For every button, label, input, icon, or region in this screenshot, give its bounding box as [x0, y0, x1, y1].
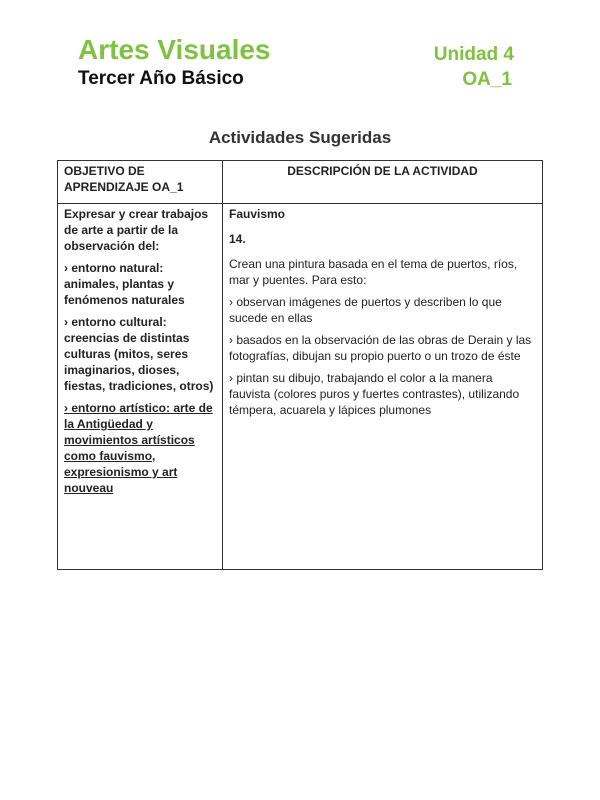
table-header-row [58, 161, 543, 204]
oa-label: OA_1 [462, 69, 512, 90]
subject-title: Artes Visuales [78, 34, 271, 65]
activity-cell [223, 204, 543, 570]
objective-item-natural: › entorno natural: animales, plantas y fenómenos naturales [64, 261, 185, 307]
objective-item-cultural: › entorno cultural: creencias de distintas culturas (mitos, seres imaginarios, dioses, fiestas, tradiciones, otros) [64, 315, 214, 393]
activity-paragraph: Crean una pintura basada en el tema de puertos, ríos, mar y puentes. Para esto: [229, 257, 518, 287]
activity-paragraph: › observan imágenes de puertos y describen lo que sucede en ellas [229, 295, 502, 325]
unit-label: Unidad 4 [433, 44, 514, 65]
table-row [58, 204, 543, 570]
activity-theme: Fauvismo [229, 207, 286, 221]
objective-intro: Expresar y crear trabajos de arte a partir de la observación del: [64, 207, 209, 253]
objective-item-artistic: › entorno artístico: arte de la Antigüedad y movimientos artísticos como fauvismo, expresionismo y art nouveau [64, 401, 213, 495]
objective-column-header: OBJETIVO DE APRENDIZAJE OA_1 [58, 161, 223, 204]
objective-cell [58, 204, 223, 570]
activity-number: 14. [229, 232, 246, 246]
activity-paragraph: › pintan su dibujo, trabajando el color a la manera fauvista (colores puros y fuertes contrastes), utilizando témpera, acuarela y lápices plumones [229, 371, 520, 417]
grade-subtitle: Tercer Año Básico [78, 68, 244, 89]
activities-table [57, 160, 543, 570]
activity-column-header: DESCRIPCIÓN DE LA ACTIVIDAD [223, 161, 543, 204]
document-header [78, 34, 518, 94]
activity-paragraph: › basados en la observación de las obras de Derain y las fotografías, dibujan su propio puerto o un trozo de éste [229, 333, 532, 363]
section-title: Actividades Sugeridas [208, 128, 392, 147]
